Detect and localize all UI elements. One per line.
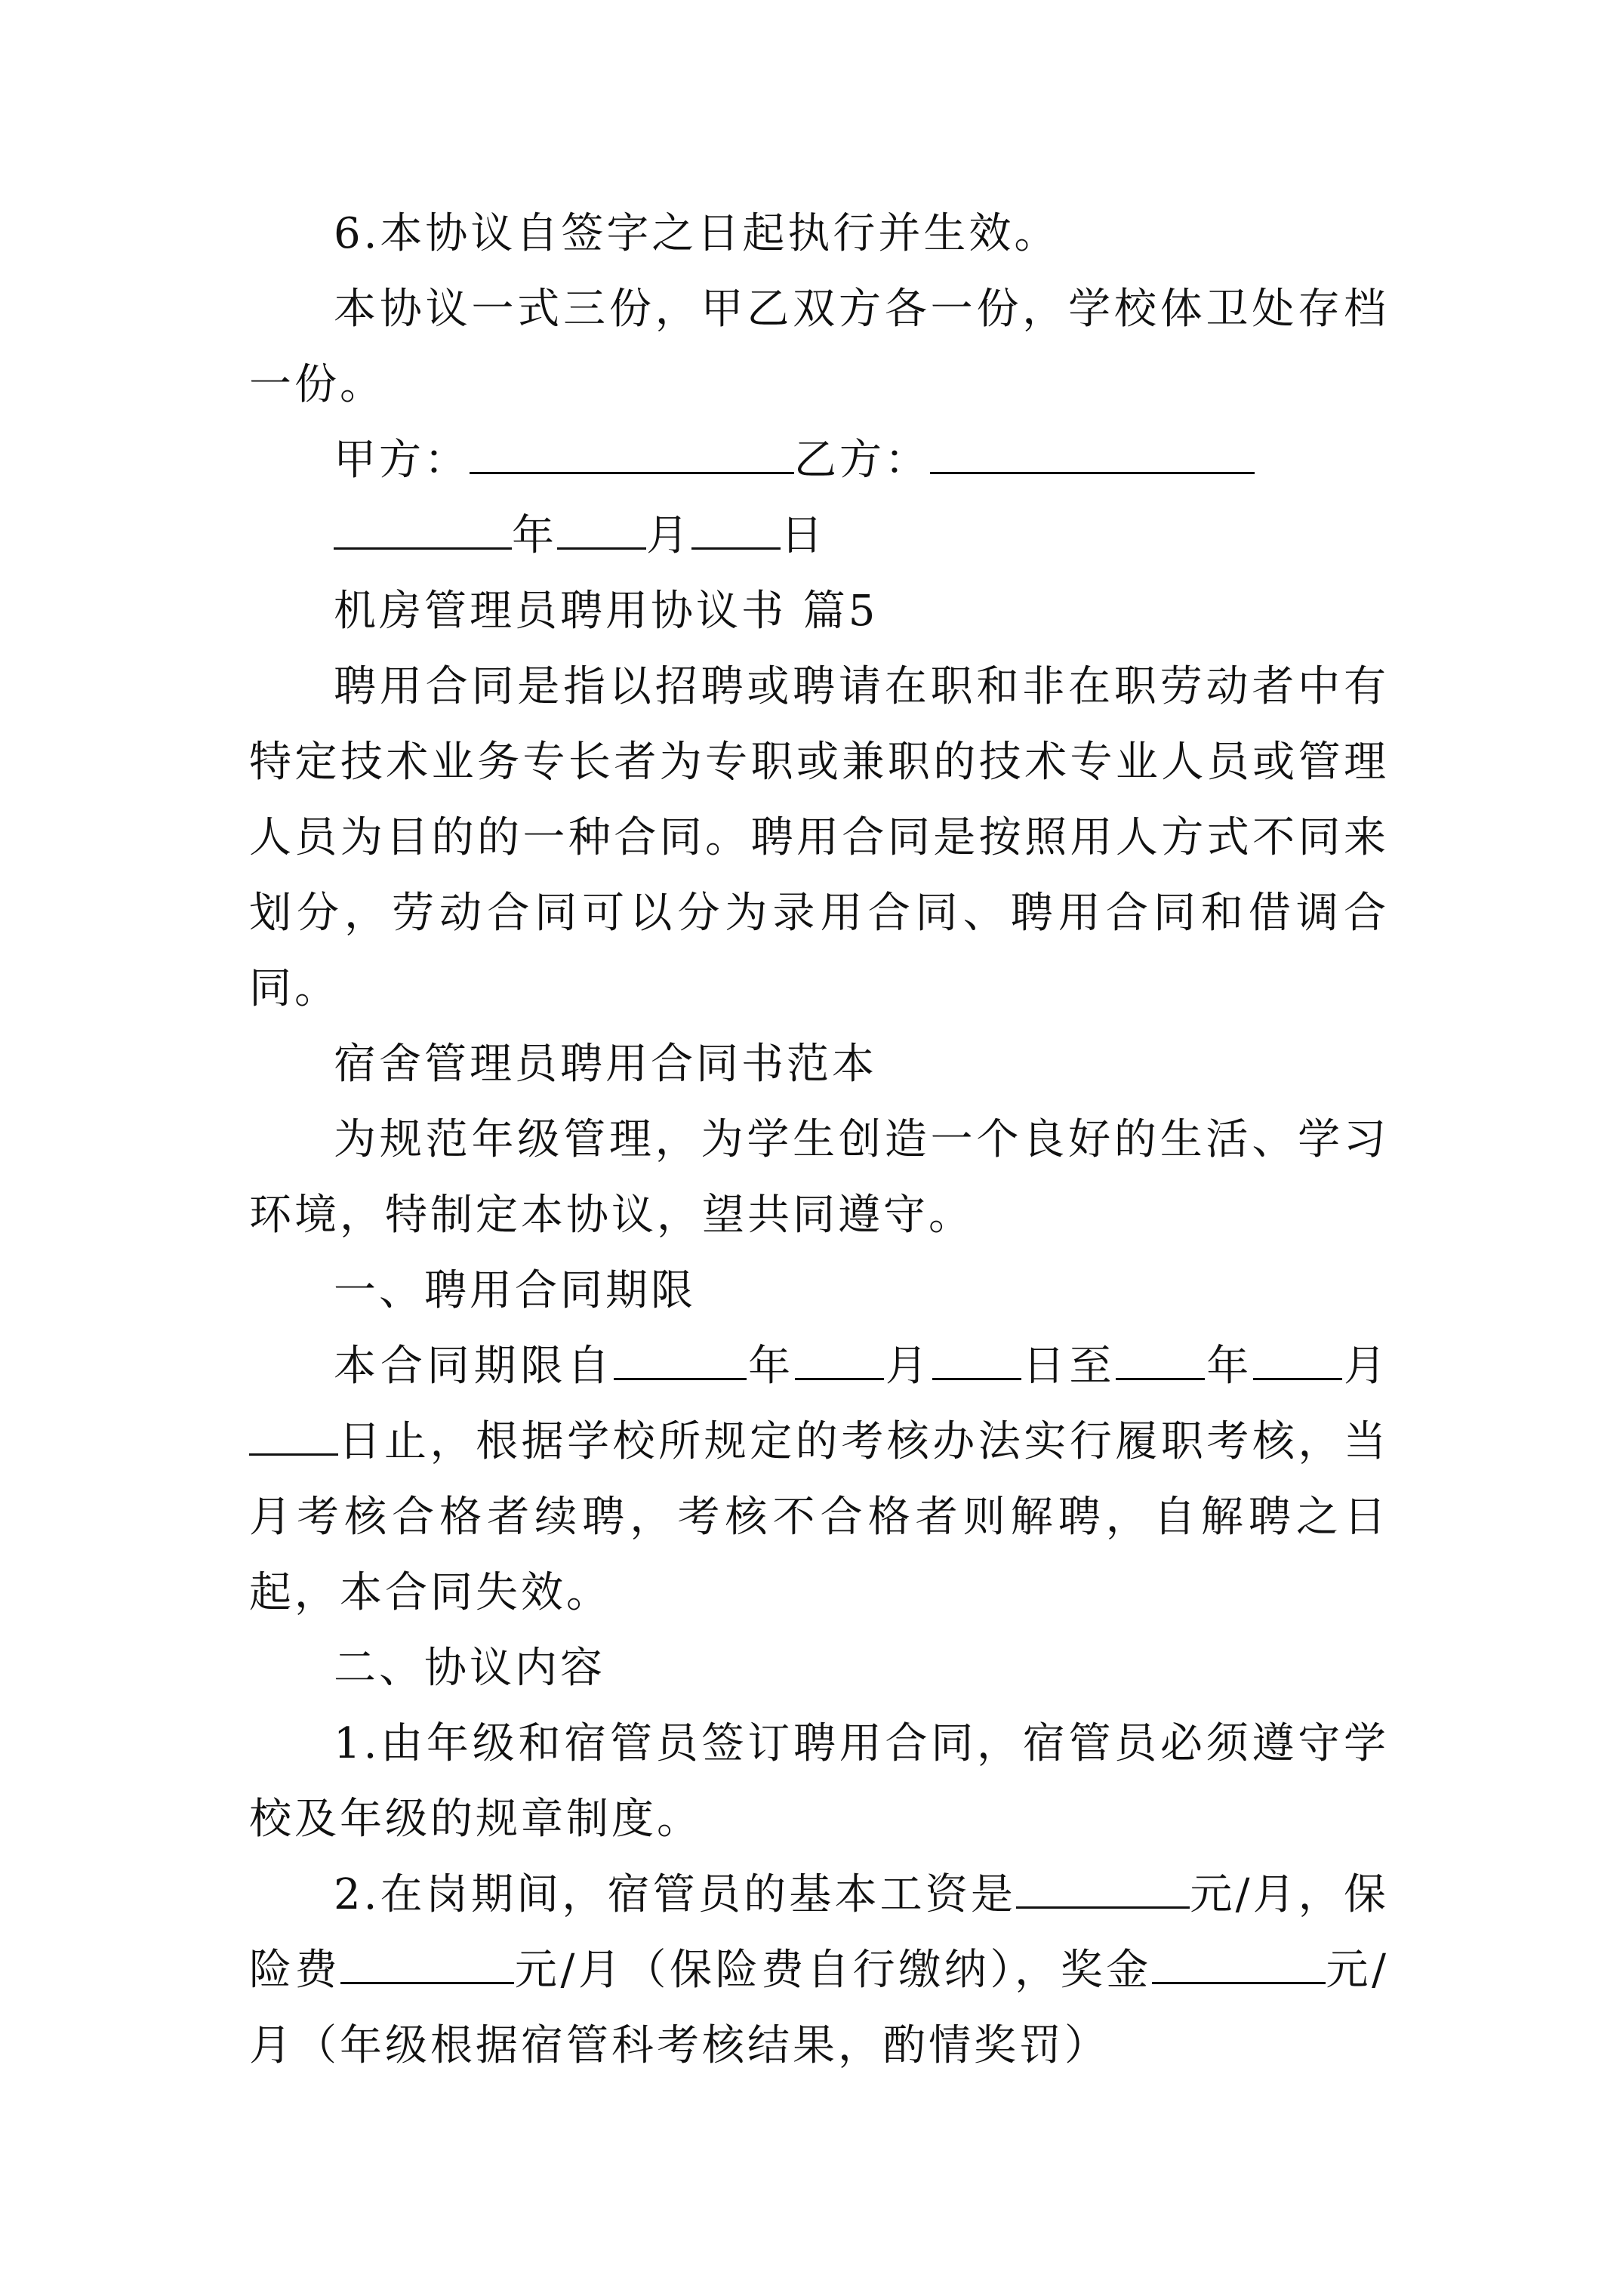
item-2-part-1: 2.在岗期间，宿管员的基本工资是 xyxy=(334,1870,1017,1919)
party-b-blank xyxy=(930,428,1255,474)
clause-6: 6.本协议自签字之日起执行并生效。 xyxy=(334,209,1060,258)
term-start-day-blank xyxy=(932,1334,1021,1380)
intro-paragraph: 聘用合同是指以招聘或聘请在职和非在职劳动者中有特定技术业务专长者为专职或兼职的技术专业人员或管理人员为目的的一种合同。聘用合同是按照用人方式不同来划分，劳动合同可以分为录用合同、聘用合同和借调合同。 xyxy=(249,662,1389,1013)
item-2 xyxy=(249,1857,1389,2084)
term-year-2-label: 年 xyxy=(1205,1342,1254,1391)
item-1: 1.由年级和宿管员签订聘用合同，宿管员必须遵守学校及年级的规章制度。 xyxy=(249,1719,1389,1844)
term-rest: 日止，根据学校所规定的考核办法实行履职考核，当月考核合格者续聘，考核不合格者则解聘，自解聘之日起，本合同失效。 xyxy=(249,1417,1389,1617)
copies-clause: 本协议一式三份，甲乙双方各一份，学校体卫处存档一份。 xyxy=(249,285,1389,409)
term-intro: 本合同期限自 xyxy=(334,1342,614,1391)
heading-contract-term: 一、聘用合同期限 xyxy=(334,1266,696,1315)
term-year-label: 年 xyxy=(747,1342,795,1391)
month-label: 月 xyxy=(646,511,691,560)
term-end-month-blank xyxy=(1253,1334,1342,1380)
item-2-part-4: 元/月（年级根据宿管科考核结果，酌情奖罚） xyxy=(249,1946,1389,2070)
term-month-label: 月 xyxy=(884,1342,932,1391)
party-a-blank xyxy=(470,428,794,474)
insurance-blank xyxy=(340,1938,514,1984)
day-label: 日 xyxy=(781,511,826,560)
signature-date-line xyxy=(249,498,1389,574)
base-salary-blank xyxy=(1016,1863,1190,1909)
template-title: 宿舍管理员聘用合同书范本 xyxy=(334,1040,877,1089)
year-label: 年 xyxy=(512,511,557,560)
term-end-year-blank xyxy=(1116,1334,1205,1380)
bonus-blank xyxy=(1152,1938,1326,1984)
party-a-label: 甲方： xyxy=(334,436,470,485)
term-start-year-blank xyxy=(614,1334,747,1380)
term-end-day-blank xyxy=(249,1410,338,1456)
document-body xyxy=(249,196,1389,2084)
party-b-label: 乙方： xyxy=(794,436,930,485)
year-blank xyxy=(334,504,512,550)
month-blank xyxy=(557,504,646,550)
term-paragraph xyxy=(249,1329,1389,1631)
term-month-2-label: 月 xyxy=(1342,1342,1389,1391)
day-blank xyxy=(691,504,781,550)
item-2-part-3: 元/月（保险费自行缴纳），奖金 xyxy=(514,1946,1152,1995)
purpose-paragraph: 为规范年级管理，为学生创造一个良好的生活、学习环境，特制定本协议，望共同遵守。 xyxy=(249,1115,1389,1240)
heading-agreement-content: 二、协议内容 xyxy=(334,1644,605,1693)
section-title: 机房管理员聘用协议书 篇5 xyxy=(334,587,879,636)
term-start-month-blank xyxy=(795,1334,884,1380)
item-2-part-2: 元/月，保险费 xyxy=(249,1870,1389,1995)
signature-line xyxy=(249,423,1389,498)
term-day-to-label: 日至 xyxy=(1021,1342,1116,1391)
